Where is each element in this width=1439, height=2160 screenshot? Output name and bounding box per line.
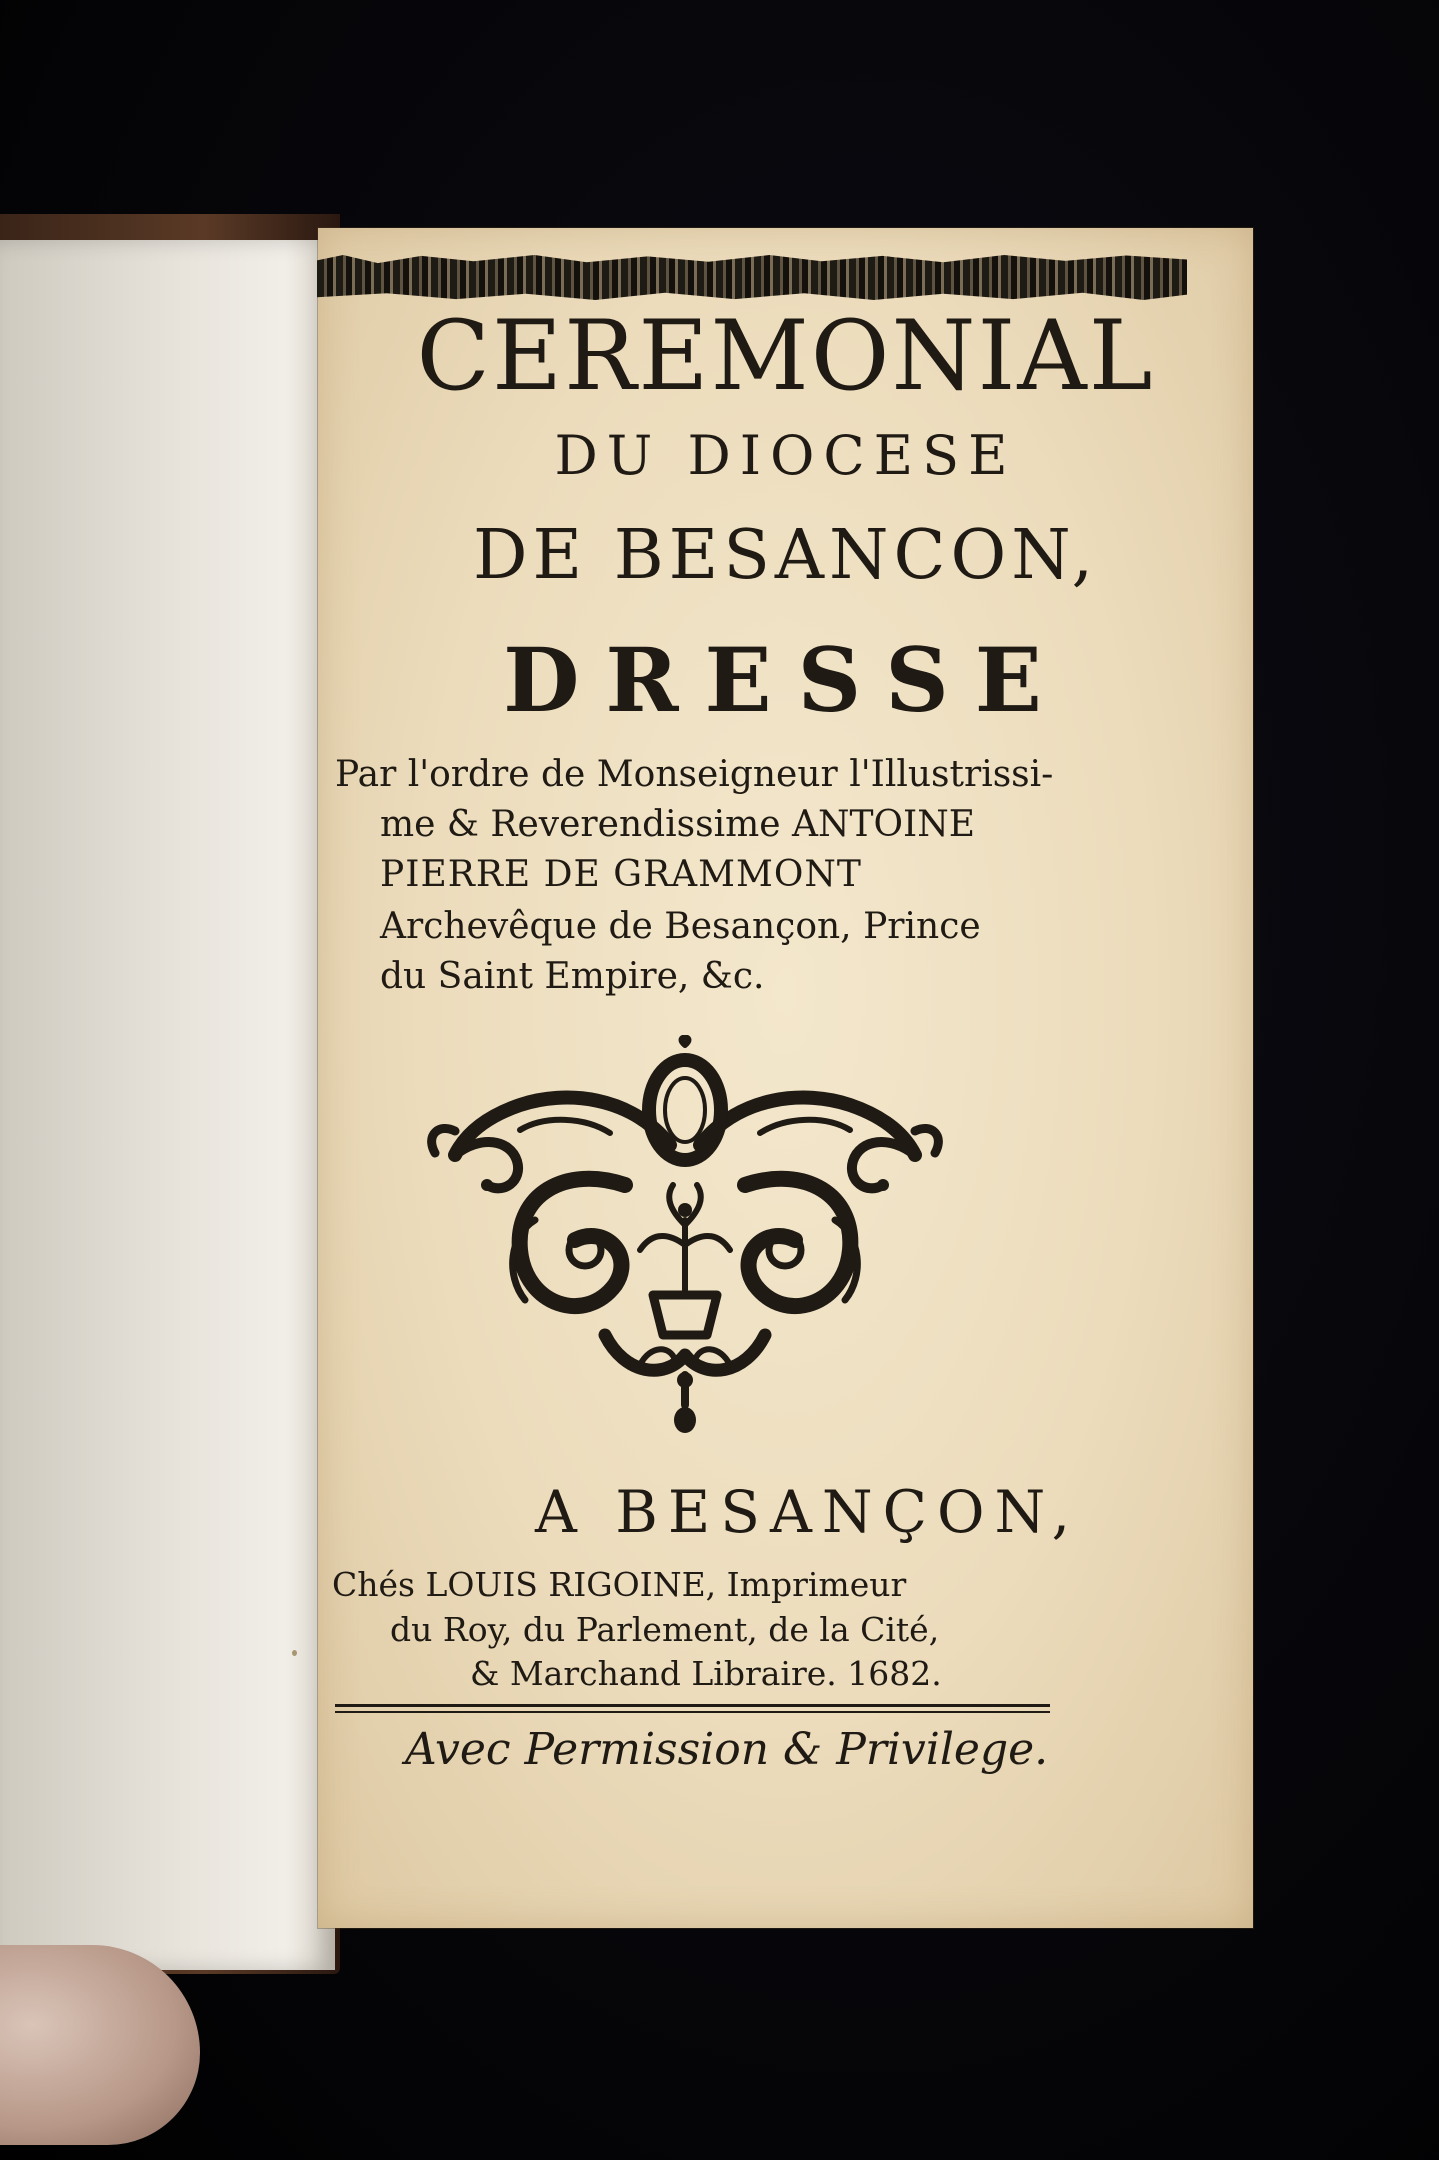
decorative-head-band xyxy=(317,255,1187,300)
dedication-line-1: Par l'ordre de Monseigneur l'Illustrissi- xyxy=(335,754,1054,795)
book-title: CEREMONIAL xyxy=(416,300,1155,412)
double-rule xyxy=(335,1702,1050,1716)
imprint-line-2: du Roy, du Parlement, de la Cité, xyxy=(390,1610,940,1649)
subtitle-diocese: DU DIOCESE xyxy=(554,424,1017,487)
blank-left-page xyxy=(0,240,335,1970)
subtitle-besancon: DE BESANCON, xyxy=(472,516,1099,595)
imprint-line-1: Chés LOUIS RIGOINE, Imprimeur xyxy=(332,1565,907,1604)
privilege-line: Avec Permission & Privilege. xyxy=(405,1724,1049,1775)
printers-vignette-icon xyxy=(425,1035,945,1435)
holding-thumb xyxy=(0,1945,200,2145)
page-spot xyxy=(292,1650,297,1656)
imprint-line-3: & Marchand Libraire. 1682. xyxy=(470,1654,942,1693)
imprint-city: A BESANÇON, xyxy=(534,1478,1081,1546)
dedication-line-4: Archevêque de Besançon, Prince xyxy=(380,906,981,947)
dedication-line-5: du Saint Empire, &c. xyxy=(380,956,765,997)
dedication-line-3: PIERRE DE GRAMMONT xyxy=(380,854,862,895)
dedication-line-2: me & Reverendissime ANTOINE xyxy=(380,804,976,845)
subtitle-dresse: DRESSE xyxy=(503,628,1068,732)
